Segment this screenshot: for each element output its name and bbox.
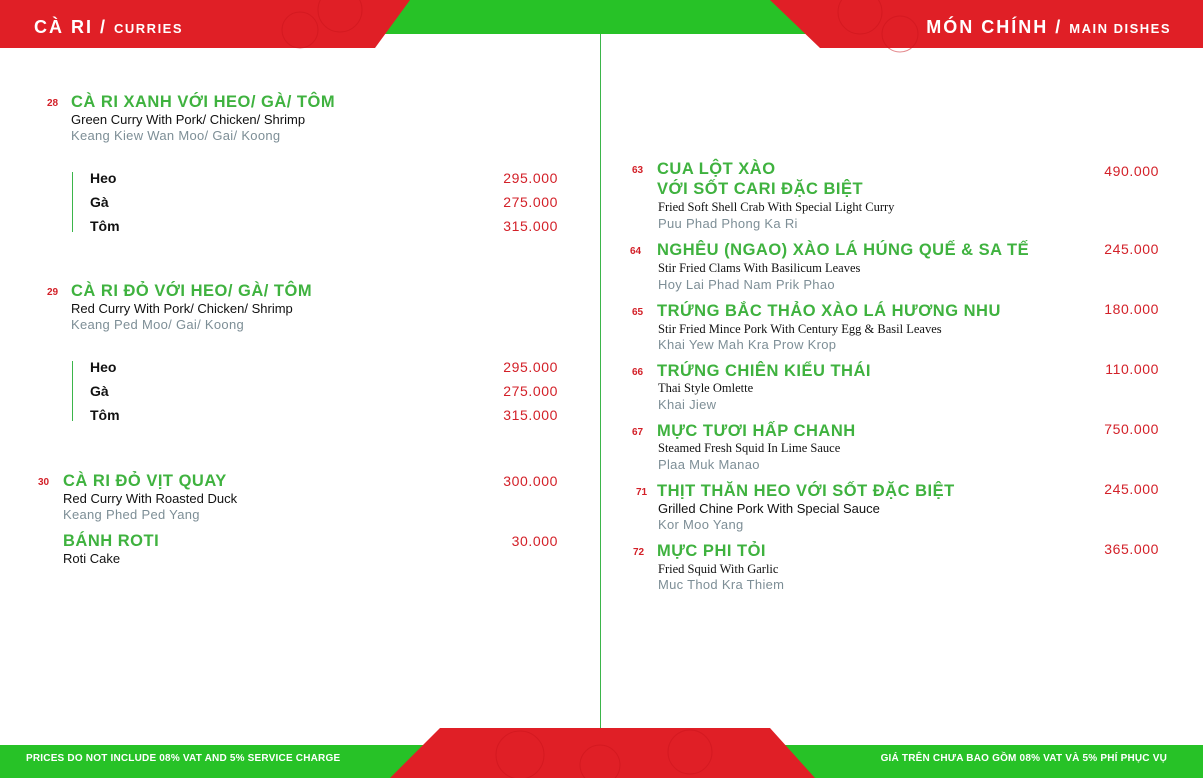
header-curries [34, 17, 183, 38]
item-english: Steamed Fresh Squid In Lime Sauce [658, 441, 841, 455]
option-price: 275.000 [503, 194, 558, 210]
item-number: 72 [633, 547, 645, 558]
item-english: Fried Soft Shell Crab With Special Light Curry [658, 200, 895, 214]
item-number: 28 [47, 98, 59, 109]
item-thai: Kor Moo Yang [658, 517, 744, 532]
option-bar [72, 361, 73, 421]
header-main-dishes [926, 17, 1171, 38]
item-title: CÀ RI XANH VỚI HEO/ GÀ/ TÔM [71, 93, 336, 111]
item-english: Red Curry With Pork/ Chicken/ Shrimp [71, 301, 293, 316]
item-thai: Keang Phed Ped Yang [63, 507, 200, 522]
item-price: 245.000 [1104, 481, 1159, 497]
item-number: 65 [632, 307, 644, 318]
item-english: Green Curry With Pork/ Chicken/ Shrimp [71, 112, 306, 127]
item-title: CÀ RI ĐỎ VỚI HEO/ GÀ/ TÔM [71, 282, 313, 300]
item-title: MỰC TƯƠI HẤP CHANH [657, 422, 856, 440]
item-english: Grilled Chine Pork With Special Sauce [658, 501, 880, 516]
item-price: 490.000 [1104, 163, 1159, 179]
item-english: Thai Style Omlette [658, 381, 754, 395]
footer-note-vi: GIÁ TRÊN CHƯA BAO GỒM 08% VAT VÀ 5% PHÍ PHỤC VỤ [880, 753, 1167, 764]
item-thai: Keang Ped Moo/ Gai/ Koong [71, 317, 245, 332]
item-price: 365.000 [1104, 541, 1159, 557]
item-title: THỊT THĂN HEO VỚI SỐT ĐẶC BIỆT [657, 482, 955, 500]
item-english: Stir Fried Clams With Basilicum Leaves [658, 261, 861, 275]
option-price: 295.000 [503, 359, 558, 375]
item-english: Roti Cake [63, 551, 121, 566]
item-thai: Plaa Muk Manao [658, 457, 760, 472]
item-title-line1: CUA LỘT XÀO [657, 160, 776, 178]
item-price: 750.000 [1104, 421, 1159, 437]
item-title-line2: VỚI SỐT CARI ĐẶC BIỆT [657, 180, 864, 198]
item-title: CÀ RI ĐỎ VỊT QUAY [63, 472, 227, 490]
option-name: Gà [90, 383, 109, 399]
item-title: TRỨNG BẮC THẢO XÀO LÁ HƯƠNG NHU [657, 302, 1001, 320]
page-divider [600, 34, 601, 728]
footer-note-en: PRICES DO NOT INCLUDE 08% VAT AND 5% SERVICE CHARGE [26, 753, 341, 764]
item-number: 71 [636, 487, 648, 498]
item-price: 110.000 [1105, 361, 1159, 377]
option-price: 275.000 [503, 383, 558, 399]
option-name: Gà [90, 194, 109, 210]
item-thai: Keang Kiew Wan Moo/ Gai/ Koong [71, 128, 281, 143]
item-number: 30 [38, 477, 50, 488]
item-thai: Hoy Lai Phad Nam Prik Phao [658, 277, 835, 292]
item-title: BÁNH ROTI [63, 532, 160, 550]
option-price: 315.000 [503, 218, 558, 234]
item-price: 300.000 [503, 473, 558, 489]
item-english: Stir Fried Mince Pork With Century Egg & Basil Leaves [658, 322, 942, 336]
item-number: 29 [47, 287, 59, 298]
item-english: Red Curry With Roasted Duck [63, 491, 238, 506]
item-price: 245.000 [1104, 241, 1159, 257]
header-curries-sub: CURRIES [114, 21, 184, 36]
option-bar [72, 172, 73, 232]
item-thai: Puu Phad Phong Ka Ri [658, 216, 798, 231]
item-number: 67 [632, 427, 644, 438]
option-name: Tôm [90, 218, 120, 234]
item-thai: Khai Yew Mah Kra Prow Krop [658, 337, 837, 352]
option-price: 295.000 [503, 170, 558, 186]
item-english: Fried Squid With Garlic [658, 562, 779, 576]
header-main-dishes-sub: MAIN DISHES [1069, 21, 1171, 36]
item-title: TRỨNG CHIÊN KIỂU THÁI [657, 362, 871, 380]
option-name: Tôm [90, 407, 120, 423]
item-number: 66 [632, 367, 644, 378]
option-price: 315.000 [503, 407, 558, 423]
item-thai: Khai Jiew [658, 397, 717, 412]
header-main-dishes-main: MÓN CHÍNH / [926, 17, 1070, 37]
item-price: 30.000 [511, 533, 558, 549]
option-name: Heo [90, 359, 117, 375]
item-title: MỰC PHI TỎI [657, 542, 767, 560]
item-title: NGHÊU (NGAO) XÀO LÁ HÚNG QUẾ & SA TẾ [657, 241, 1030, 259]
item-price: 180.000 [1104, 301, 1159, 317]
item-number: 63 [632, 165, 644, 176]
item-number: 64 [630, 246, 642, 257]
header-curries-main: CÀ RI / [34, 17, 115, 37]
option-name: Heo [90, 170, 117, 186]
item-thai: Muc Thod Kra Thiem [658, 577, 785, 592]
